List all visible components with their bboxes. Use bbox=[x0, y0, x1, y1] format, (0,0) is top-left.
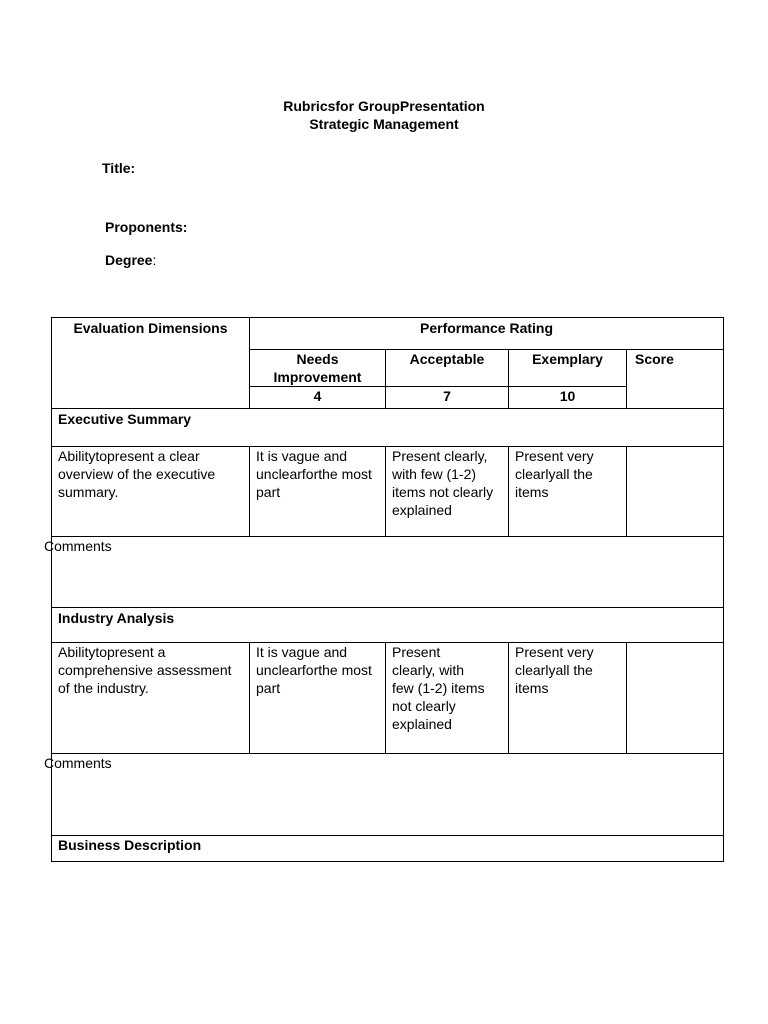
acceptable-cell: Present clearly, with few (1-2) items not clearly explained bbox=[386, 643, 509, 754]
degree-label-text: Degree bbox=[105, 252, 153, 268]
rubric-table bbox=[44, 317, 724, 862]
needs-improvement-cell: It is vague and unclearforthe most part bbox=[250, 447, 386, 537]
points-needs-improvement: 4 bbox=[250, 387, 386, 409]
criterion-cell: Abilitytopresent a comprehensive assessment of the industry. bbox=[52, 643, 250, 754]
section-row bbox=[52, 836, 724, 862]
criterion-cell: Abilitytopresent a clear overview of the executive summary. bbox=[52, 447, 250, 537]
exemplary-cell: Present very clearlyall the items bbox=[509, 447, 627, 537]
needs-improvement-cell: It is vague and unclearforthe most part bbox=[250, 643, 386, 754]
comments-cell[interactable] bbox=[44, 754, 724, 836]
header-acceptable: Acceptable bbox=[386, 350, 509, 387]
degree-colon: : bbox=[152, 252, 157, 268]
header-evaluation-dimensions: Evaluation Dimensions bbox=[52, 318, 250, 409]
points-exemplary: 10 bbox=[509, 387, 627, 409]
section-row bbox=[52, 409, 724, 447]
score-cell[interactable] bbox=[627, 447, 724, 537]
section-executive-summary: Executive Summary bbox=[52, 409, 724, 447]
comments-row bbox=[52, 537, 724, 608]
proponents-label: Proponents: bbox=[105, 219, 188, 235]
title-label: Title: bbox=[102, 160, 136, 176]
header-needs-improvement: Needs Improvement bbox=[250, 350, 386, 387]
exemplary-cell: Present very clearlyall the items bbox=[509, 643, 627, 754]
comments-row bbox=[52, 754, 724, 836]
document-subtitle: Strategic Management bbox=[309, 116, 459, 132]
header-score: Score bbox=[627, 350, 724, 409]
points-acceptable: 7 bbox=[386, 387, 509, 409]
comments-cell[interactable] bbox=[44, 537, 724, 608]
comments-label: Comments bbox=[44, 538, 112, 554]
section-business-description: Business Description bbox=[52, 836, 724, 862]
score-cell[interactable] bbox=[627, 643, 724, 754]
degree-label bbox=[105, 252, 156, 268]
document-title: Rubricsfor GroupPresentation bbox=[283, 98, 485, 114]
criterion-row bbox=[52, 447, 724, 537]
section-row bbox=[52, 608, 724, 643]
acceptable-cell: Present clearly, with few (1-2) items not clearly explained bbox=[386, 447, 509, 537]
comments-label: Comments bbox=[44, 755, 112, 771]
section-industry-analysis: Industry Analysis bbox=[52, 608, 724, 643]
criterion-row bbox=[52, 643, 724, 754]
table-header-row bbox=[52, 318, 724, 350]
header-exemplary: Exemplary bbox=[509, 350, 627, 387]
header-performance-rating: Performance Rating bbox=[250, 318, 724, 350]
